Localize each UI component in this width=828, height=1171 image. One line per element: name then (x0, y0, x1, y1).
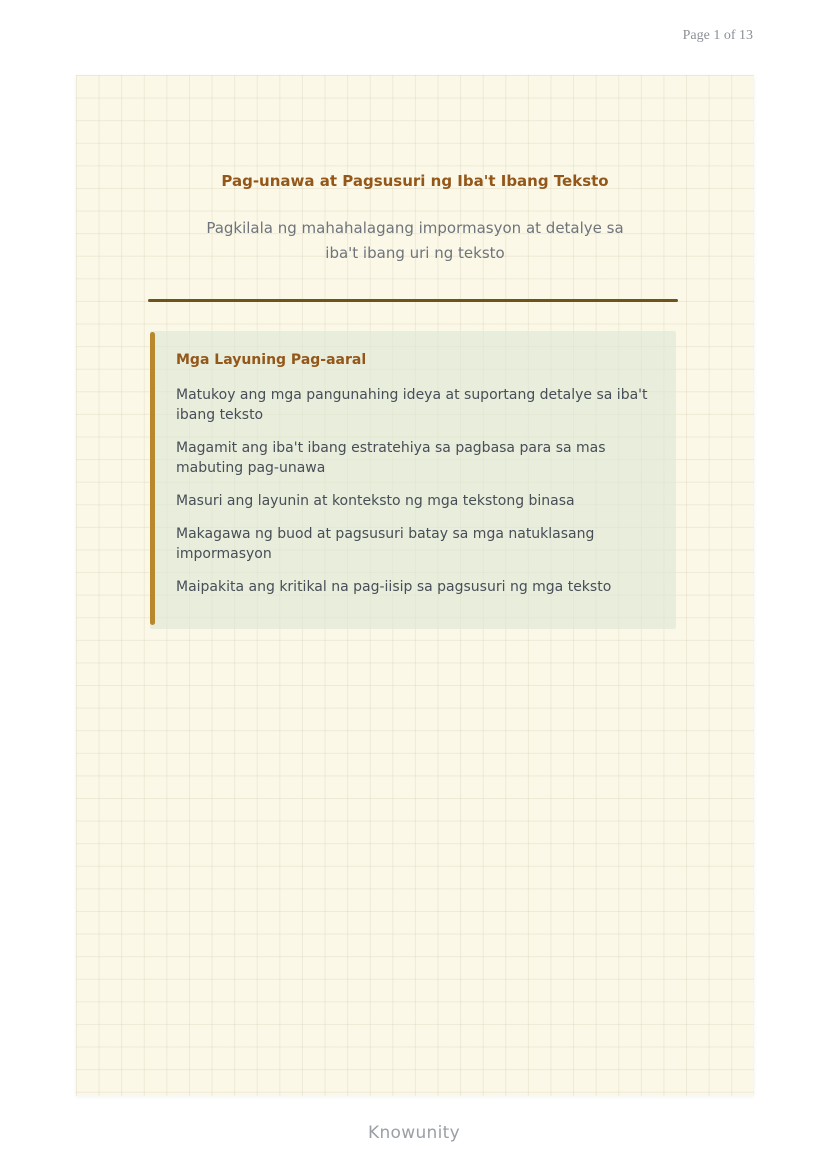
accent-bar (150, 332, 155, 625)
footer-brand: Knowunity (368, 1123, 460, 1143)
objective-item: Magamit ang iba't ibang estratehiya sa pagbasa para sa mas mabuting pag-unawa (176, 440, 606, 476)
objective-item: Masuri ang layunin at konteksto ng mga tekstong binasa (176, 493, 575, 509)
objectives-heading: Mga Layuning Pag-aaral (176, 352, 367, 368)
section-divider (148, 299, 678, 302)
document-title: Pag-unawa at Pagsusuri ng Iba't Ibang Teksto (221, 172, 609, 190)
document-subtitle: Pagkilala ng mahahalagang impormasyon at detalye sa iba't ibang uri ng teksto (206, 219, 624, 262)
objective-item: Maipakita ang kritikal na pag-iisip sa pagsusuri ng mga teksto (176, 579, 612, 595)
page-indicator: Page 1 of 13 (682, 28, 753, 43)
objective-item: Matukoy ang mga pangunahing ideya at suportang detalye sa iba't ibang teksto (176, 387, 648, 423)
objective-item: Makagawa ng buod at pagsusuri batay sa mga natuklasang impormasyon (176, 526, 595, 562)
objectives-box (150, 331, 676, 629)
notes-paper (76, 75, 754, 1096)
